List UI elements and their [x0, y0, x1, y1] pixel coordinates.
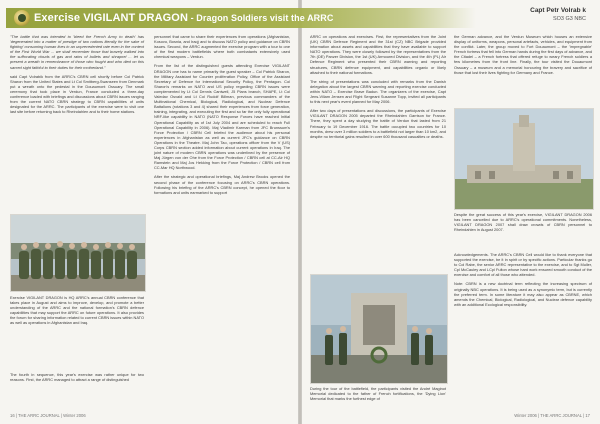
column-4-end: [454, 252, 592, 311]
article-header: [0, 8, 600, 28]
arrc-emblem-icon: [14, 10, 30, 26]
column-4: [454, 34, 592, 79]
column-1-end: [10, 372, 144, 386]
left-page-footer: 16 | THE ARRC JOURNAL | Winter 2006: [10, 413, 86, 418]
photo-3-caption: Despite the great success of this year's exercise, VIGILANT DRAGON 2006 has been cancelled due to ARRC's operational commitments. Nonetheless, VIGILANT DRAGON 2007 shall draw crowds of CBRN personnel to Rheindahlen in August 2007.: [454, 212, 592, 233]
intro-paragraph: said Capt Volrabik from the ARRC's CBRN cell shortly before Col Patrick Sharon from the United States and Lt Col Smitberg-Swanseen from Denmark put a wreath onto the pedestal in the Douaumont Ossuary. The small ceremony that took place in Verdun, France concluded a three-day conference loaded with briefings and discussions about CBRN issues ranging from the current NATO CBRN strategy to CBRN capabilities of units designated for the ARRC. The participants of the exercise were to visit one last site before returning back to Rheindahlen and to their home stations.: [10, 73, 144, 115]
wreath-ceremony-photo: [310, 274, 448, 384]
author-block: [530, 6, 586, 24]
col2-paragraph-1: personnel that came to share their experiences from operations (Afghanistan, Kosovo, Bosnia, and Iraq) and to discuss NATO policy and guidance on CBRN issues. Second, the ARRC augmented the exercise program with a tour to one of the first modern battlefields where both combatants extensively used chemical weapons – Verdun.: [154, 34, 290, 60]
photo-1-caption: Exercise VIGILANT DRAGON is HQ ARRC's annual CBRN conference that takes place in August and aims to improve, develop, and promote a better understanding of the ARRC and the national formation's CBRN defence capabilities that may support the ARRC on future operations. It also provides the forum for sharing information related to current CBRN issues within NATO as well as operations in Afghanistan and Iraq.: [10, 295, 144, 326]
wreath-ceremony-image: [311, 275, 447, 383]
column-2: [154, 34, 290, 199]
opening-quote: "The battle that was intended to 'bleed the French Army to death' has 'degenerated into a matter of prestige of two nations literally for the sake of fighting' consuming human lives in an unprecedented rate even in the context of the First World War ... we shall remember those that bravely walked into the suffocating clouds of gas and rains of bullets and shrapnel ... let us present a wreath in remembrance of those who fought and who died on this sacred sight faithful to their duties for their motherland.": [10, 34, 144, 70]
column-1: [10, 34, 144, 118]
author-name: Capt Petr Volrab k: [530, 7, 586, 14]
photo-2-caption: During the tour of the battlefield, the participants visited the André Maginot Memorial dedicated to the father of French fortifications, the 'Dying Lion' Memorial that marks the furthest edge of: [310, 386, 446, 402]
col2-paragraph-2: From the list of the distinguished guests attending Exercise VIGILANT DRAGON one has to name primarily the guest speaker – Col Patrick Sharon, the Military Assistant for Counter proliferation Policy, Office of the Assistant Secretary of Defence for International Security Policy, the Pentagon. Col Sharon's remarks on NATO and US policy regarding CBRN issues were complemented by Lt Col Dennis Cantwell, J5 Plans branch, SHAPE, Lt Col Valedav Osvald and Lt Col Rudolf Billman, previous commanders of the Multinational Chemical, Biological, Radiological, and Nuclear Defence Battalions (rotations 3 and 4) shared their experiences from force generation, training, integrating, and executing the first and so far the only fully operational NRF-like capability in NATO (NATO Response Forces have reached Initial Operational Capability as of 1st July 2004 and are scheduled to reach Full Operational Capability in 2006). Maj Vladimir Karman from JFC Brunssum's Force Protection / CBRN Cell briefed the audience about his personal experiences in Afghanistan as well as current JFC's guidance on CBRN Operations in the Theatre. Maj John Tao, operations officer from the V (US) Corps CBRN section added information about current operations in Iraq. The joint nature of modern CBRN operations was underlined by the presence of Maj Jürgen von der Ohe from the Force Protection / CBRN cell at CC-Air HQ Ramstein and Maj Jos Hekking from the Force Protection / CBRN cell from CC-Mar HQ Northwood.: [154, 63, 290, 171]
col2-paragraph-3: After the strategic and operational briefings, Maj Andrew Brooks opened the second phase of the conference focusing on ARRC's CBRN operations. Following his briefing of the ARRC's CBRN concept, he opened the floor to formations and units earmarked to support: [154, 174, 290, 195]
group-photo: [10, 214, 146, 292]
column-1-end-text: The fourth in sequence, this year's exercise was rather unique for two reasons. First, the ARRC managed to attract a range of distinguished: [10, 372, 144, 383]
acknowledgements-paragraph: Acknowledgements. The ARRC's CBRN Cell would like to thank everyone that supported the exercise, be it in spirit or by specific actions. Particular thanks go to Col Rabe, the senior ARRC representative to the exercise, and to Sgt Muller, Cpl McCauley and LCpl Fulton whose hard work ensured smooth conduct of the exercise and comfort of all those who attended.: [454, 252, 592, 278]
col3-paragraph-3: After two days of presentations and discussions, the participants of Exercise VIGILANT DRAGON 2005 departed the Rheindahlen Garrison for France. There, they spent a day studying the battle of Verdun that lasted from 21 February to 19 December 1916. The battle occupied two countries for 10 months, drew over 3 million soldiers to a battlefield not larger than 10 km2, and despite no territorial gains resulted in over 600 thousand casualties or deaths.: [310, 108, 446, 139]
author-unit: SO3 G3 NBC: [552, 16, 586, 22]
column-3: [310, 34, 446, 143]
title-subtitle: - Dragon Soldiers visit the ARRC: [188, 13, 334, 23]
col3-paragraph-2: The string of presentations was concluded with remarks from the Danish delegation about the largest CBRN warning and reporting exercise conducted within NATO – Exercise Brave Badun. The organizers of the exercise, Capt Jens-Viliam Jensen and Flight Sergeant Susanne Topp, invited all participants to this next year's event planned for May 2006.: [310, 78, 446, 105]
title-banner: [6, 8, 476, 28]
title-main: Exercise VIGILANT DRAGON: [34, 12, 188, 24]
col3-paragraph-1: ARRC on operations and exercises. First, the representatives from the Joint (UK) CBRN Defence Regiment and the 31st (CZ) NBC Brigade provided information about assets and capabilities that they have available to support NATO operations. They were closely followed by the representatives from the 7th (DE) Panzer Division, the 1st (UK) Armoured Division, and the 4th (PL) Air Defence Regiment who presented their CBRN warning and reporting structures, CBRN defence equipment, and capabilities organic or likely attached to their national formations.: [310, 34, 446, 75]
ossuary-image: [455, 109, 593, 209]
group-photo-image: [11, 215, 145, 291]
article-title: [34, 9, 334, 27]
right-page-footer: Winter 2006 | THE ARRC JOURNAL | 17: [514, 413, 590, 418]
note-paragraph: Note: CBRN is a new doctrinal term reflecting the increasing spectrum of originally NBC operations. It is being used as a synonymic term, but is currently the preferred term. In some literature it may also appear as CBRNE, which amends the Chemical, Biological, Radiological, and Nuclear defence capability with an additional Ecological responsibility.: [454, 281, 592, 307]
col4-paragraph-1: the German advance, and the Verdun Museum which houses an extensive display of uniforms, weapons, personal artefacts, vehicles, and equipment from the conflict. Later, the group moved to Fort Douaumont – the 'impregnable' French fortress that fell into German hands during the first days of advance, and the Citadel – a French fortress that offered refuge to weary French soldiers a few kilometres from the front line. Finally, the tour visited the Douaumont Ossuary – a museum and a memorial honouring the bravery and sacrifice of those that lost their lives fighting for Germany and France.: [454, 34, 592, 75]
ossuary-photo: [454, 108, 594, 210]
